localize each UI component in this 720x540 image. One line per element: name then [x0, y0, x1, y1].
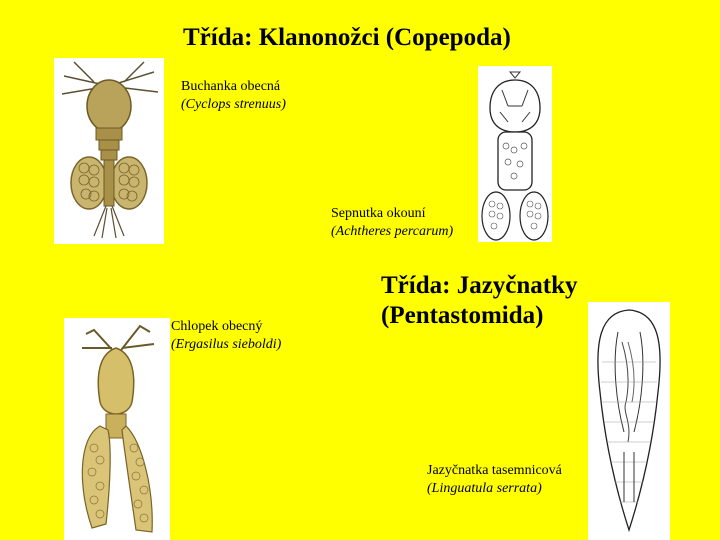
- caption-linguatula-latin: (Linguatula serrata): [427, 481, 542, 496]
- caption-linguatula-common: Jazyčnatka tasemnicová: [427, 463, 562, 478]
- achtheres-image: [478, 66, 552, 242]
- ergasilus-image: [64, 318, 170, 540]
- caption-ergasilus-common: Chlopek obecný: [171, 319, 263, 334]
- caption-cyclops-common: Buchanka obecná: [181, 79, 281, 94]
- caption-ergasilus-latin: (Ergasilus sieboldi): [171, 337, 282, 352]
- title-pentastomida-line2: (Pentastomida): [381, 302, 544, 329]
- caption-ergasilus: [171, 318, 281, 354]
- caption-achtheres-latin: (Achtheres percarum): [331, 224, 454, 239]
- slide-title-pentastomida: [381, 271, 578, 331]
- caption-cyclops-latin: (Cyclops strenuus): [181, 97, 286, 112]
- caption-achtheres-common: Sepnutka okouní: [331, 206, 426, 221]
- caption-cyclops: [181, 78, 286, 114]
- caption-linguatula: [427, 462, 562, 498]
- title-pentastomida-line1: Třída: Jazyčnatky: [381, 272, 578, 299]
- caption-achtheres: [331, 205, 453, 241]
- linguatula-image: [588, 302, 670, 540]
- slide-title-copepoda: Třída: Klanonožci (Copepoda): [183, 24, 511, 51]
- cyclops-image: [54, 58, 164, 244]
